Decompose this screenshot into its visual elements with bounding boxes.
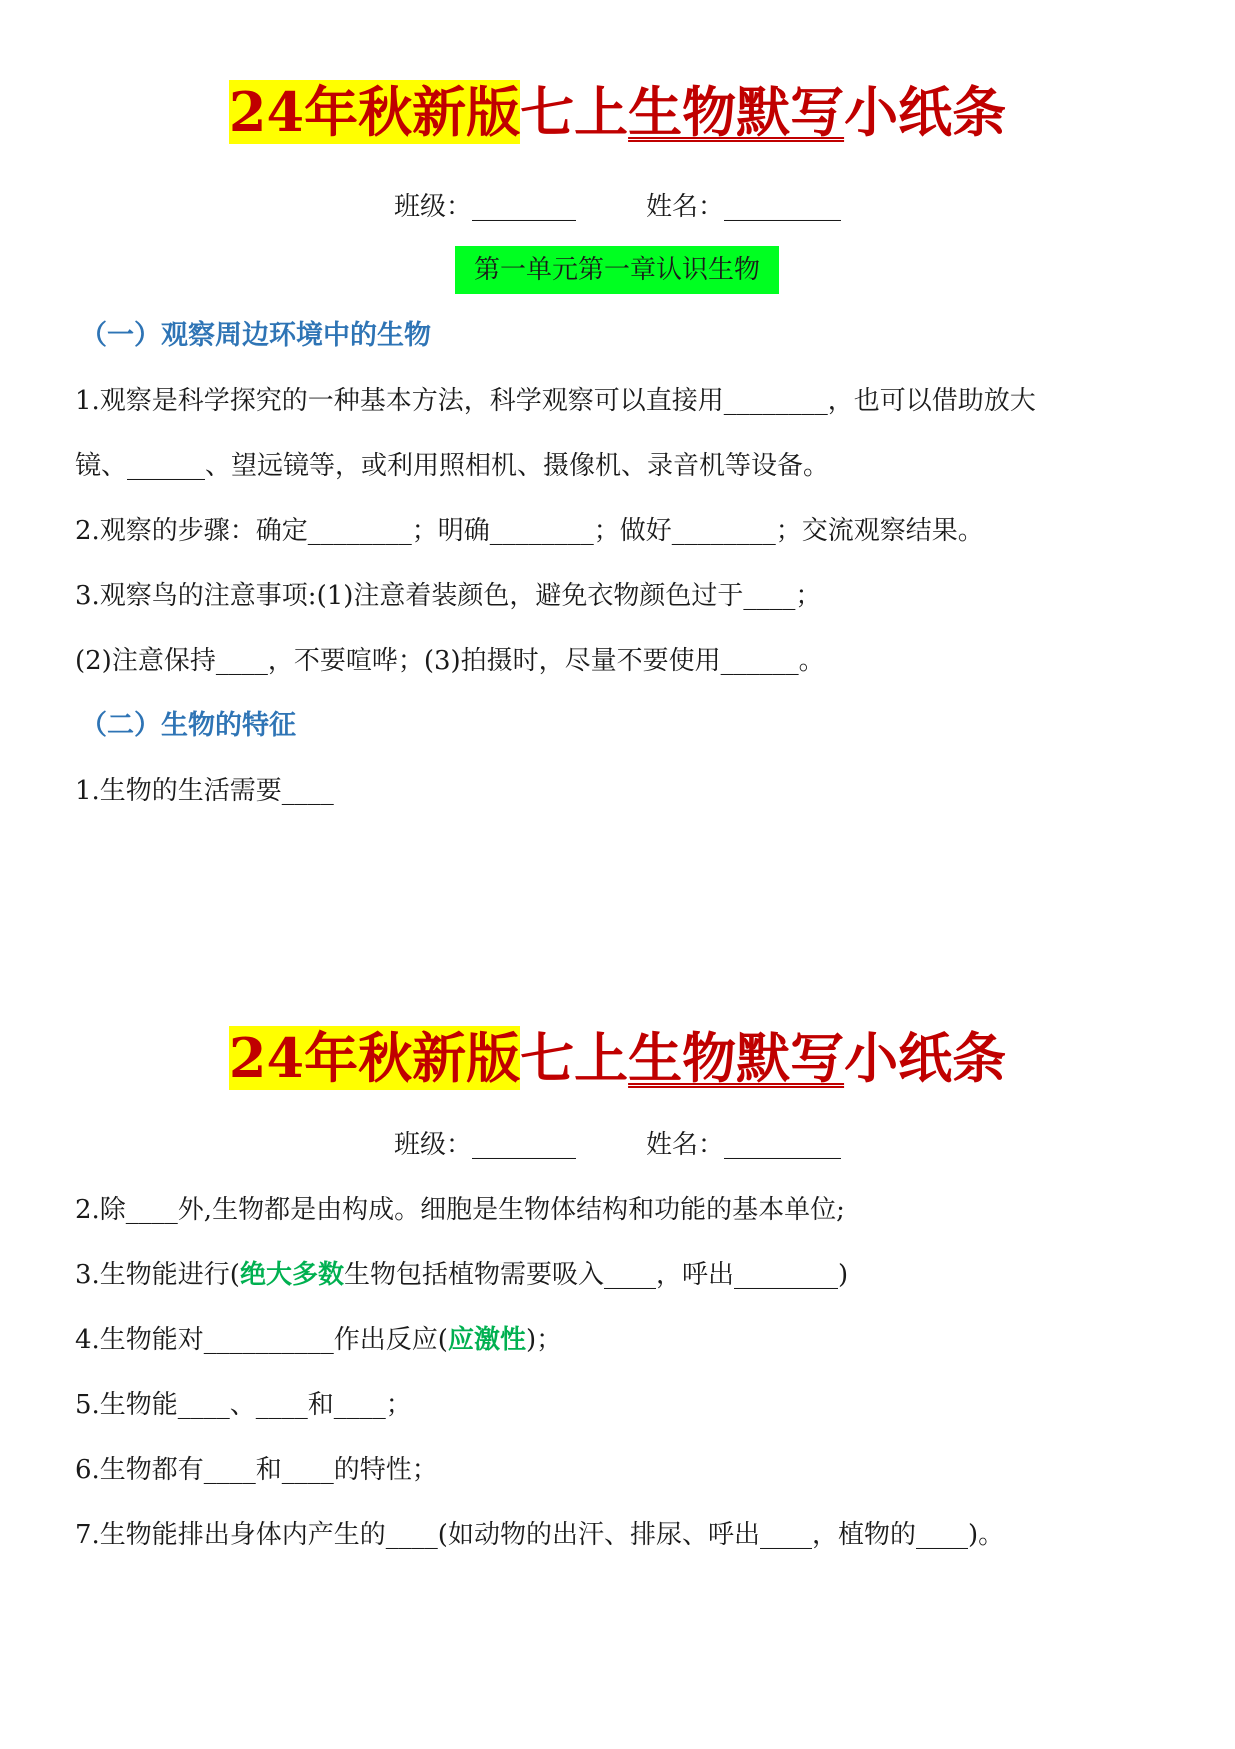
- title-end: 小纸条: [844, 1026, 1007, 1090]
- student-info-bottom: [0, 1125, 1235, 1165]
- line-text: 生物包括植物需要吸入____，呼出________): [343, 1260, 849, 1290]
- line-text: 3.生物能进行(: [75, 1260, 240, 1290]
- question-line: 1.观察是科学探究的一种基本方法，科学观察可以直接用________，也可以借助放大: [75, 386, 1036, 416]
- title-highlight: 24年秋新版: [228, 80, 521, 144]
- question-line: 1.生物的生活需要____: [75, 776, 334, 806]
- title-highlight: 24年秋新版: [228, 1026, 521, 1090]
- question-line: 2.除____外,生物都是由构成。细胞是生物体结构和功能的基本单位;: [75, 1195, 845, 1225]
- question-line: [75, 1320, 562, 1360]
- title-plain: 七上: [520, 1026, 629, 1090]
- question-line: 7.生物能排出身体内产生的____(如动物的出汗、排尿、呼出____，植物的____)。: [75, 1520, 1005, 1550]
- class-field: 班级：________: [393, 1130, 576, 1160]
- class-field: 班级：________: [393, 192, 576, 222]
- title-top: [0, 70, 1235, 154]
- name-field: 姓名：_________: [646, 192, 842, 222]
- question-line: 5.生物能____、____和____；: [75, 1390, 412, 1420]
- title-bottom: [0, 1016, 1235, 1100]
- line-text: 4.生物能对__________作出反应(: [75, 1325, 448, 1355]
- highlight-text: 绝大多数: [239, 1260, 344, 1290]
- name-field: 姓名：_________: [646, 1130, 842, 1160]
- line-text: )；: [525, 1325, 563, 1355]
- title-end: 小纸条: [844, 80, 1007, 144]
- section-heading-1: （一）观察周边环境中的生物: [80, 320, 431, 351]
- student-info-top: [0, 187, 1235, 227]
- title-underlined: 生物默写: [628, 80, 845, 144]
- question-line: (2)注意保持____，不要喧哗；(3)拍摄时，尽量不要使用______。: [75, 646, 825, 676]
- title-underlined: 生物默写: [628, 1026, 845, 1090]
- question-line: 6.生物都有____和____的特性；: [75, 1455, 438, 1485]
- section-heading-2: （二）生物的特征: [80, 710, 296, 741]
- question-line: 3.观察鸟的注意事项:(1)注意着装颜色，避免衣物颜色过于____；: [75, 581, 822, 611]
- question-line: 镜、______、望远镜等，或利用照相机、摄像机、录音机等设备。: [75, 451, 830, 481]
- title-plain: 七上: [520, 80, 629, 144]
- question-line: [75, 1255, 848, 1295]
- question-line: 2.观察的步骤：确定________；明确________；做好________；交流观察结果。: [75, 516, 984, 546]
- chapter-heading: 第一单元第一章认识生物: [455, 246, 779, 294]
- highlight-text: 应激性: [447, 1325, 526, 1355]
